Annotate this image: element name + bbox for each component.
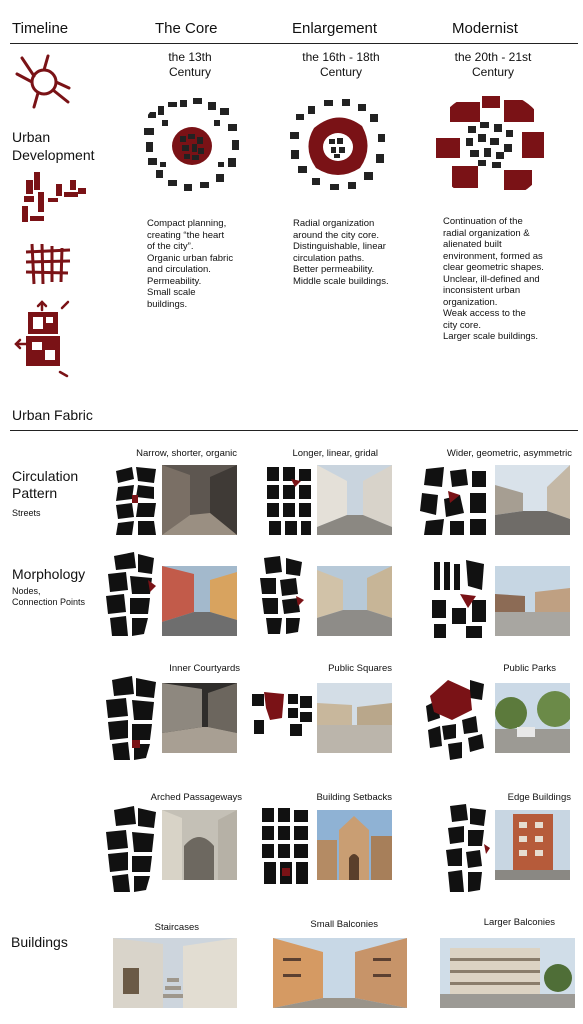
core-heading: The Core xyxy=(155,20,218,37)
core-nodes-photo xyxy=(162,566,237,636)
inner-courtyard-plan xyxy=(104,676,158,762)
urban-fabric-heading: Urban Fabric xyxy=(12,407,93,423)
timeline-heading: Timeline xyxy=(12,20,69,37)
buildings-title: Buildings xyxy=(11,934,68,950)
arched-passage-photo xyxy=(162,810,237,880)
circulation-pattern-title: Circulation Pattern xyxy=(12,468,79,501)
organic-fabric-icon xyxy=(20,170,88,226)
caption-edge-buildings: Edge Buildings xyxy=(507,792,571,803)
modernist-nodes-plan xyxy=(430,560,492,640)
wide-street-photo xyxy=(495,465,570,535)
era-modernist: the 20th - 21st Century xyxy=(454,50,532,79)
inner-courtyard-photo xyxy=(162,683,237,753)
era-enlargement: the 16th - 18th Century xyxy=(302,50,380,79)
caption-building-setbacks: Building Setbacks xyxy=(316,792,392,803)
caption-wider: Wider, geometric, asymmetric xyxy=(446,448,572,459)
public-park-photo xyxy=(495,683,570,753)
modernist-development-map xyxy=(434,92,548,200)
linear-street-photo xyxy=(317,465,392,535)
caption-public-squares: Public Squares xyxy=(328,663,392,674)
edge-building-photo xyxy=(495,810,570,880)
caption-inner-courtyards: Inner Courtyards xyxy=(169,663,240,674)
caption-small-balconies: Small Balconies xyxy=(310,919,378,930)
city-core-icon xyxy=(14,52,72,110)
enlargement-nodes-photo xyxy=(317,566,392,636)
enlargement-heading: Enlargement xyxy=(292,20,378,37)
enlargement-development-map xyxy=(284,92,392,200)
modernist-description: Continuation of the radial organization & alienated built environment, formed as clear geometric shapes. Unclear, ill-defined and inconsistent urban organization. Weak access to the city core. Larger scale buildings. xyxy=(443,216,544,342)
header-rule xyxy=(10,43,578,44)
small-balconies-photo xyxy=(273,938,407,1008)
caption-larger-balconies: Larger Balconies xyxy=(483,917,555,928)
grid-fabric-icon xyxy=(24,242,72,286)
core-nodes-plan xyxy=(104,552,156,638)
public-square-photo xyxy=(317,683,392,753)
urban-fabric-rule xyxy=(10,430,578,431)
urban-development-label: Urban Development xyxy=(12,129,95,163)
caption-public-parks: Public Parks xyxy=(503,663,556,674)
modernist-nodes-photo xyxy=(495,566,570,636)
geometric-fabric-icon xyxy=(14,300,70,378)
narrow-street-photo xyxy=(162,465,237,535)
enlargement-nodes-plan xyxy=(258,556,308,636)
era-core: the 13th Century xyxy=(168,50,212,79)
modernist-street-plan xyxy=(420,465,490,537)
public-square-plan xyxy=(250,690,314,738)
staircase-photo xyxy=(113,938,237,1008)
core-description: Compact planning, creating “the heart of the city”. Organic urban fabric and circulation. Permeability. Small scale buildings. xyxy=(147,218,234,310)
caption-narrow: Narrow, shorter, organic xyxy=(136,448,237,459)
edge-building-plan xyxy=(444,804,490,894)
public-park-plan xyxy=(422,676,490,762)
morphology-subtitle: Nodes, Connection Points xyxy=(12,586,86,607)
caption-arched-passageways: Arched Passageways xyxy=(150,792,242,803)
enlargement-street-plan xyxy=(265,465,315,537)
arched-passage-plan xyxy=(104,806,158,894)
core-development-map xyxy=(138,92,246,200)
building-setback-photo xyxy=(317,810,392,880)
building-setback-plan xyxy=(260,806,312,888)
circulation-subtitle: Streets xyxy=(12,508,41,518)
enlargement-description: Radial organization around the city core. Distinguishable, linear circulation paths. Better permeability. Middle scale buildings. xyxy=(293,218,389,287)
morphology-title: Morphology xyxy=(12,566,86,582)
larger-balconies-photo xyxy=(440,938,575,1008)
core-street-plan xyxy=(114,465,158,537)
caption-staircases: Staircases xyxy=(154,922,199,933)
modernist-heading: Modernist xyxy=(452,20,518,37)
caption-longer: Longer, linear, gridal xyxy=(292,448,378,459)
